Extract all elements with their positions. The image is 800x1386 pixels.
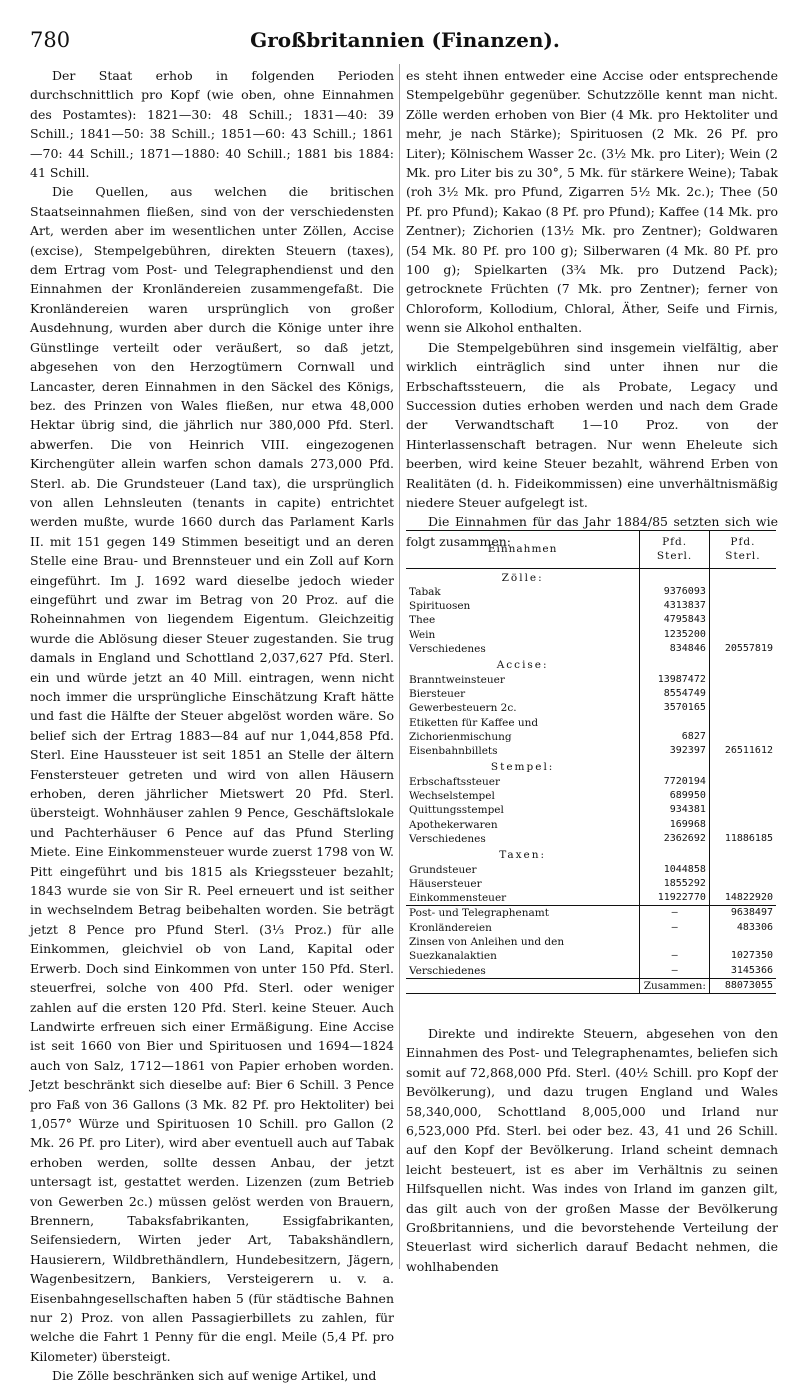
table-cell: 934381: [640, 803, 710, 817]
left-column: [30, 66, 394, 1386]
table-cell: Zinsen von Anleihen und den Suezkanalaktien: [406, 935, 640, 964]
table-header-row: [406, 531, 776, 569]
table-row: [406, 775, 776, 789]
table-cell: 169968: [640, 818, 710, 832]
table-section-row: [406, 846, 776, 862]
table-cell: 20557819: [724, 643, 773, 655]
table-cell: 2362692: [640, 832, 710, 846]
table-row: [406, 744, 776, 758]
table-row: [406, 716, 776, 745]
table-row: [406, 599, 776, 613]
table-cell: —: [640, 935, 710, 964]
right-column-top: [406, 66, 778, 551]
table-cell: [709, 803, 776, 817]
table-row: [406, 877, 776, 891]
table-row: [406, 701, 776, 715]
table-cell: 11922770: [640, 891, 710, 906]
paragraph: Die Zölle beschränken sich auf wenige Artikel, und: [52, 1368, 377, 1384]
table-cell: 26511612: [724, 745, 773, 757]
table-cell: —: [640, 964, 710, 979]
table-cell: Häusersteuer: [406, 877, 640, 891]
table-cell: [709, 863, 776, 877]
paragraph: Direkte und indirekte Steuern, abgesehen von den Einnahmen des Post- und Telegraphenamtes, beliefen sich somit auf 72,868,000 Pfd. Sterl. (40½ Schill. pro Kopf der Bevölkerung), und dazu trugen England und Wales 58,340,000, Schottland 8,005,000 und Irland nur 6,523,000 Pfd. Sterl. bei oder bez. 43, 41 und 26 Schill. auf den Kopf der Bevölkerung. Irland scheint demnach leicht besteuert, ist es aber im Verhältnis zu seinen Hilfsquellen nicht. Was indes von Irland im ganzen gilt, das gilt auch von der großen Masse der Bevölkerung Großbritanniens, und die bevorstehende Verteilung der Steuerlast wird sicherlich darauf Bedacht nehmen, die wohlhabenden: [406, 1026, 778, 1274]
table-row: [406, 789, 776, 803]
table-row: [406, 891, 776, 906]
table-row: [406, 642, 776, 656]
table-cell: [709, 775, 776, 789]
table-row: [406, 613, 776, 627]
table-row: [406, 906, 776, 921]
table-cell: [709, 585, 776, 599]
page-title: Großbritannien (Finanzen).: [250, 28, 560, 52]
table-cell: Branntweinsteuer: [406, 673, 640, 687]
table-cell: Wechselstempel: [406, 789, 640, 803]
table-row: [406, 585, 776, 599]
table-cell: 9376093: [640, 585, 710, 599]
total-label: Zusammen:: [640, 978, 710, 993]
table-header: Pfd. Sterl.: [709, 531, 776, 569]
table-cell: 689950: [640, 789, 710, 803]
table-cell: [709, 701, 776, 715]
table-cell: —: [640, 921, 710, 935]
table-cell: Spirituosen: [406, 599, 640, 613]
table-cell: [709, 716, 776, 745]
table-cell: Grundsteuer: [406, 863, 640, 877]
table-cell: Tabak: [406, 585, 640, 599]
table-cell: Thee: [406, 613, 640, 627]
table-section-row: [406, 656, 776, 672]
table-cell: 3570165: [640, 701, 710, 715]
table-cell: Wein: [406, 628, 640, 642]
table-cell: 7720194: [640, 775, 710, 789]
table-row: [406, 832, 776, 846]
revenue-table: [406, 530, 776, 994]
table-cell: 1027350: [730, 950, 773, 962]
table-section-row: [406, 758, 776, 774]
table-cell: Verschiedenes: [406, 832, 640, 846]
paragraph: Die Stempelgebühren sind insgemein vielfältig, aber wirklich einträglich sind unter ihnen nur die Erbschaftssteuern, die als Probate, Legacy und Succession duties erhoben werden und nach dem Grade der Verwandtschaft 1—10 Proz. von der Hinterlassenschaft betragen. Nur wenn Eheleute sich beerben, wird keine Steuer bezahlt, während Erben von Realitäten (d. h. Fideikommissen) eine unverhältnismäßig niedere Steuer aufgelegt ist.: [406, 339, 778, 510]
table-total-row: [406, 978, 776, 993]
table-cell: [709, 599, 776, 613]
column-divider: [399, 64, 400, 1269]
table-cell: 14822920: [724, 892, 773, 904]
table-cell: Etiketten für Kaffee und Zichorienmischung: [406, 716, 640, 745]
table-cell: Biersteuer: [406, 687, 640, 701]
table-row: [406, 628, 776, 642]
table-header: Einnahmen: [406, 531, 640, 569]
table-cell: [709, 628, 776, 642]
section-label: Stempel:: [406, 758, 640, 774]
table-cell: [709, 687, 776, 701]
section-label: Zölle:: [406, 568, 640, 585]
table-cell: 3145366: [730, 964, 773, 976]
table-cell: Einkommensteuer: [406, 891, 640, 906]
table-cell: Quittungsstempel: [406, 803, 640, 817]
table-cell: 4313837: [640, 599, 710, 613]
table-cell: 6827: [640, 716, 710, 745]
table-cell: 1235200: [640, 628, 710, 642]
table-cell: 1855292: [640, 877, 710, 891]
table-section-row: [406, 568, 776, 585]
paragraph: Der Staat erhob in folgenden Perioden durchschnittlich pro Kopf (wie oben, ohne Einnahmen des Postamtes): 1821—30: 48 Schill.; 1831—40: 39 Schill.; 1841—50: 38 Schill.; 1851—60: 43 Schill.; 1861—70: 44 Schill.; 1871—1880: 40 Schill.; 1881 bis 1884: 41 Schill.: [30, 68, 394, 181]
table-row: [406, 964, 776, 979]
section-label: Taxen:: [406, 846, 640, 862]
table-cell: 8554749: [640, 687, 710, 701]
table-cell: Verschiedenes: [406, 642, 640, 656]
table-cell: Apothekerwaren: [406, 818, 640, 832]
table-cell: Gewerbesteuern 2c.: [406, 701, 640, 715]
table-row: [406, 803, 776, 817]
paragraph: Die Quellen, aus welchen die britischen Staatseinnahmen fließen, sind von der verschiedensten Art, werden aber im wesentlichen unter Zöllen, Accise (excise), Stempelgebühren, direkten Steuern (taxes), dem Ertrag vom Post- und Telegraphendienst und den Einnahmen der Kronländereien zusammengefaßt. Die Kronländereien waren ursprünglich von großer Ausdehnung, wurden aber durch die Könige unter ihre Günstlinge verteilt oder veräußert, so daß jetzt, abgesehen von den Herzogtümern Cornwall und Lancaster, deren Einnahmen in den Säckel des Königs, bez. des Prinzen von Wales fließen, nur etwa 48,000 Hektar übrig sind, die jährlich nur 380,000 Pfd. Sterl. abwerfen. Die von Heinrich VIII. eingezogenen Kirchengüter allein warfen schon damals 273,000 Pfd. Sterl. ab. Die Grundsteuer (Land tax), die ursprünglich von allen Lehnsleuten (tenants in capite) entrichtet werden mußte, wurde 1660 durch das Parlament Karls II. mit 151 gegen 149 Stimmen beseitigt und an deren Stelle eine Brau- und Brennsteuer und ein Zoll auf Korn eingeführt. Im J. 1692 ward dieselbe jedoch wieder eingeführt und zwar im Betrag von 20 Proz. auf die Roheinnahmen von liegendem Eigentum. Gleichzeitig wurde die Ablösung dieser Steuer zugestanden. Sie trug damals in England und Schottland 2,037,627 Pfd. Sterl. ein und würde jetzt an 40 Mill. eintragen, wenn nicht noch immer die ursprüngliche Einschätzung Kraft hätte und fast die Hälfte der Steuer abgelöst worden wäre. So belief sich der Ertrag 1883—84 auf nur 1,044,858 Pfd. Sterl. Eine Haussteuer ist seit 1851 an Stelle der ältern Fenstersteuer getreten und wird von allen Häusern erhoben, deren jährlicher Mietswert 20 Pfd. Sterl. übersteigt. Wohnhäuser zahlen 9 Pence, Geschäftslokale und Pachterhäuser 6 Pence auf das Pfund Sterling Miete. Eine Einkommensteuer wurde zuerst 1798 von W. Pitt eingeführt und bis 1815 als Kriegssteuer bezahlt; 1843 wurde sie von Sir R. Peel erneuert und ist seither in wechselndem Betrag beibehalten worden. Sie beträgt jetzt 8 Pence pro Pfund Sterl. (3⅓ Proz.) für alle Einkommen, gleichviel ob von Land, Kapital oder Erwerb. Doch sind Einkommen von unter 150 Pfd. Sterl. steuerfrei, solche von 400 Pfd. Sterl. oder weniger zahlen auf die ersten 120 Pfd. Sterl. keine Steuer. Auch Landwirte erfreuen sich einer Ermäßigung. Eine Accise ist seit 1660 von Bier und Spirituosen und 1694—1824 auch von Salz, 1712—1861 von Papier erhoben worden. Jetzt beschränkt sich dieselbe auf: Bier 6 Schill. 3 Pence pro Faß von 36 Gallons (3 Mk. 82 Pf. pro Hektoliter) bei 1,057° Würze und Spirituosen 10 Schill. pro Gallon (2 Mk. 26 Pf. pro Liter), wird aber eventuell auch auf Tabak erhoben werden, sollte dessen Anbau, der jetzt untersagt ist, gestattet werden. Lizenzen (zum Betrieb von Gewerben 2c.) müssen gelöst werden von Brauern, Brennern, Tabaksfabrikanten, Essigfabrikanten, Seifensiedern, Wirten jeder Art, Tabakshändlern, Hausierern, Wildbrethändlern, Hundebesitzern, Jägern, Wagenbesitzern, Bankiers, Versteigerern u. v. a. Eisenbahngesellschaften haben 5 (für städtische Bahnen nur 2) Proz. von allen Passagierbillets zu zahlen, für welche die Fahrt 1 Penny für die engl. Meile (5,4 Pf. pro Kilometer) übersteigt.: [30, 184, 394, 1364]
paragraph: es steht ihnen entweder eine Accise oder entsprechende Stempelgebühr gegenüber. Schutzzölle kennt man nicht. Zölle werden erhoben von Bier (4 Mk. pro Hektoliter und mehr, je nach Stärke); Spirituosen (2 Mk. 26 Pf. pro Liter); Kölnischem Wasser 2c. (3½ Mk. pro Liter); Wein (2 Mk. pro Liter bis zu 30°, 5 Mk. für stärkere Weine); Tabak (roh 3½ Mk. pro Pfund, Zigarren 5½ Mk. 2c.); Thee (50 Pf. pro Pfund); Kakao (8 Pf. pro Pfund); Kaffee (14 Mk. pro Zentner); Zichorien (13½ Mk. pro Zentner); Goldwaren (54 Mk. 80 Pf. pro 100 g); Silberwaren (4 Mk. 80 Pf. pro 100 g); Spielkarten (3¾ Mk. pro Dutzend Pack); getrocknete Früchten (7 Mk. pro Zentner); ferner von Chloroform, Kollodium, Chloral, Äther, Seife und Firnis, wenn sie Alkohol enthalten.: [406, 68, 778, 336]
table-cell: Kronländereien: [406, 921, 640, 935]
table-row: [406, 687, 776, 701]
page-header: [30, 28, 780, 52]
table-cell: Erbschaftssteuer: [406, 775, 640, 789]
table-row: [406, 921, 776, 935]
table-cell: [709, 877, 776, 891]
table-cell: [709, 818, 776, 832]
table-cell: 483306: [736, 921, 773, 933]
table-cell: 834846: [640, 642, 710, 656]
table-cell: 1044858: [640, 863, 710, 877]
table-cell: [709, 613, 776, 627]
table-cell: 4795843: [640, 613, 710, 627]
right-column-bottom: [406, 1024, 778, 1276]
table-cell: 13987472: [640, 673, 710, 687]
total-value: 88073055: [709, 978, 776, 993]
paragraph: Die Einnahmen für das Jahr 1884/85 setzten sich wie folgt zusammen:: [406, 514, 778, 549]
page-number: 780: [30, 28, 71, 52]
table-row: [406, 935, 776, 964]
table-cell: 9638497: [709, 906, 776, 921]
table-cell: [709, 789, 776, 803]
table-cell: —: [640, 906, 710, 921]
table-cell: [709, 673, 776, 687]
table-row: [406, 863, 776, 877]
table-header: Pfd. Sterl.: [640, 531, 710, 569]
table-row: [406, 673, 776, 687]
table-cell: 11886185: [724, 832, 773, 844]
table-row: [406, 818, 776, 832]
table-cell: Verschiedenes: [406, 964, 640, 979]
section-label: Accise:: [406, 656, 640, 672]
table-cell: Eisenbahnbillets: [406, 744, 640, 758]
table-cell: Post- und Telegraphenamt: [406, 906, 640, 921]
table-cell: 392397: [640, 744, 710, 758]
